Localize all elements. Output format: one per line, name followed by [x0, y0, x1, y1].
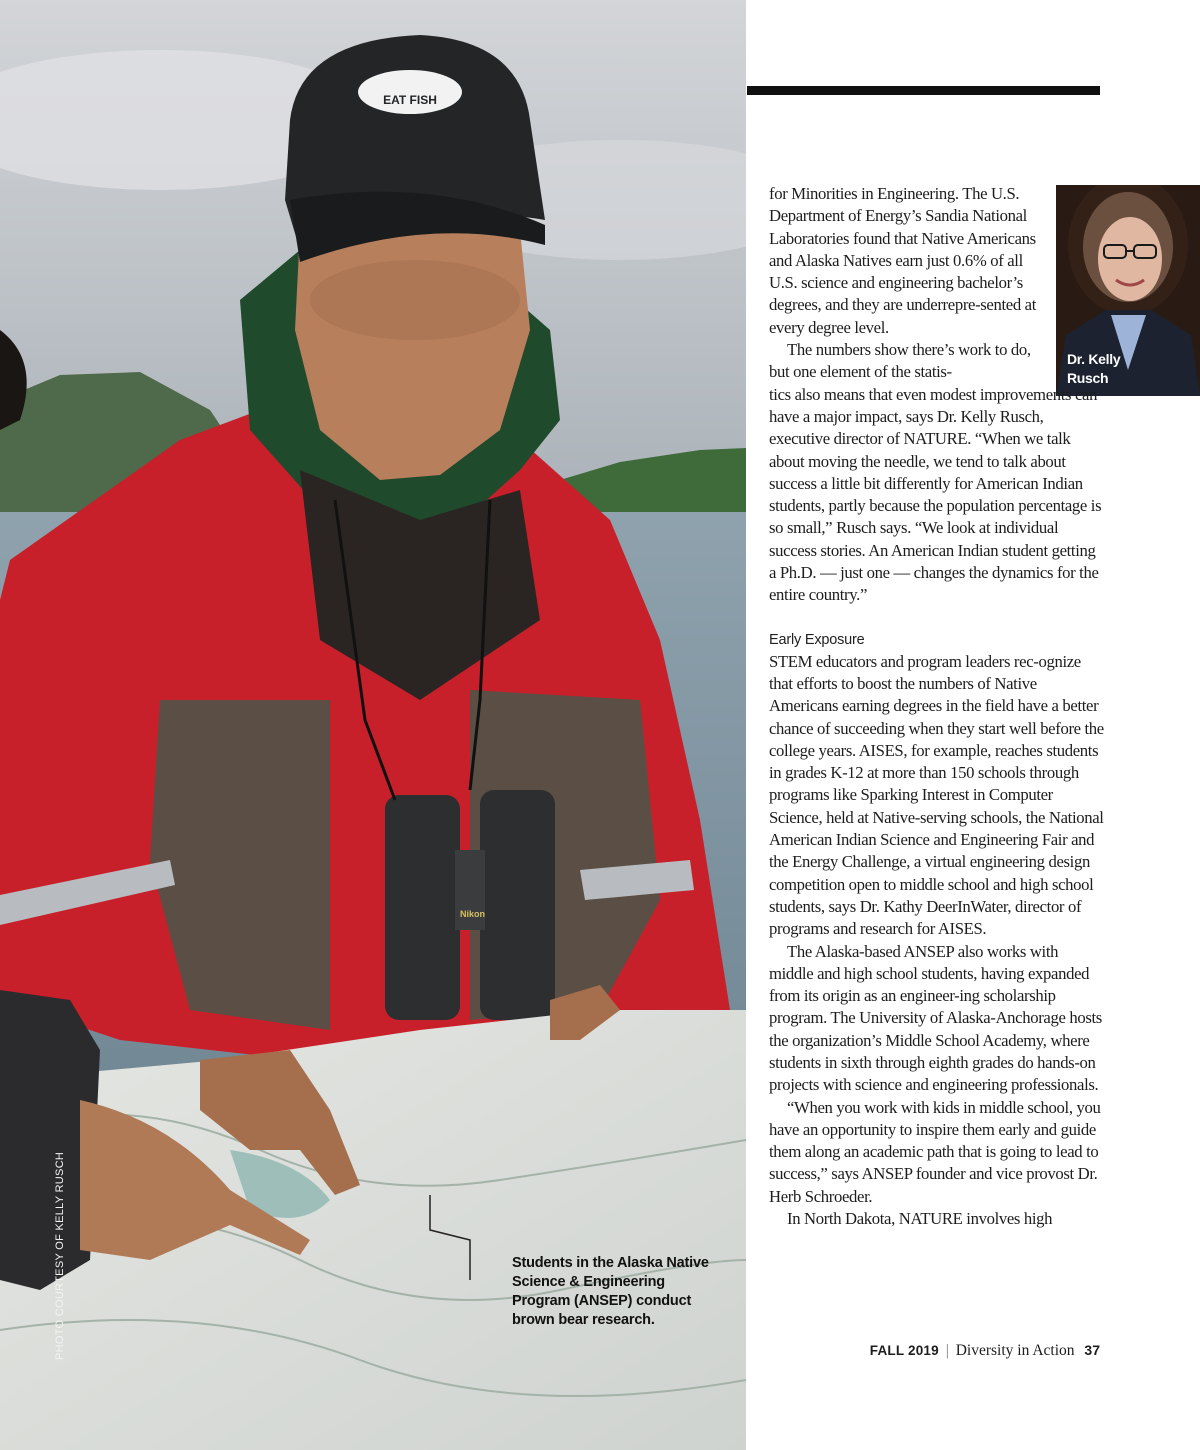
photo-caption: Students in the Alaska Native Science & Engineering Program (ANSEP) conduct brown bear research. [512, 1255, 709, 1328]
page-number: 37 [1084, 1342, 1100, 1358]
article-body [769, 183, 1104, 1230]
page-footer [870, 1342, 1100, 1360]
publication-name: Diversity in Action [955, 1342, 1075, 1359]
paragraph: The numbers show there’s work to do, but one element of the statis- [769, 340, 1031, 382]
binoculars [385, 795, 460, 1020]
section-subhead: Early Exposure [769, 631, 865, 648]
photo-credit: PHOTO COURTESY OF KELLY RUSCH [54, 1151, 66, 1360]
binocular-brand: Nikon [460, 909, 486, 919]
cap-logo [358, 70, 462, 114]
section-rule [747, 86, 1100, 95]
paragraph: In North Dakota, NATURE involves high [787, 1209, 1053, 1229]
paragraph: tics also means that even modest improvements can have a major impact, says Dr. Kelly Rusch, executive director of NATURE. “When we talk about moving the needle, we tend to talk about success a little bit differently for American Indian students, partly because the population percentage is so small,” Rusch says. “We look at individual success stories. An American Indian student getting a Ph.D. — just one — changes the dynamics for the entire country.” [769, 384, 1102, 605]
portrait-caption: Dr. Kelly Rusch [1067, 351, 1121, 386]
footer-separator: | [945, 1342, 949, 1359]
cap-logo-text: EAT FISH [383, 93, 437, 107]
issue-season: FALL 2019 [869, 1343, 939, 1358]
paragraph: STEM educators and program leaders rec-ognize that efforts to boost the numbers of Native Americans earning degrees in the field have a better chance of succeeding when they start well before the college years. AISES, for example, reaches students in grades K-12 at more than 150 schools through programs like Sparking Interest in Computer Science, held at Native-serving schools, the National American Indian Science and Engineering Fair and the Energy Challenge, a virtual engineering design competition open to middle school and high school students, says Dr. Kathy DeerInWater, director of programs and research for AISES. [769, 651, 1104, 939]
paragraph: for Minorities in Engineering. The U.S. Department of Energy’s Sandia National Laboratories found that Native Americans and Alaska Natives earn just 0.6% of all U.S. science and engineering bachelor’s degrees, and they are underrepre-sented at every degree level. [769, 184, 1036, 337]
paragraph: The Alaska-based ANSEP also works with middle and high school students, having expanded from its origin as an engineer-ing scholarship program. The University of Alaska-Anchorage hosts the organization’s Middle School Academy, where students in sixth through eighth grades do hands-on projects with science and engineering professionals. [769, 941, 1102, 1095]
portrait-face [1098, 217, 1162, 301]
paragraph: “When you work with kids in middle school, you have an opportunity to inspire them early and guide them along an academic path that is going to lead to success,” says ANSEP founder and vice provost Dr. Herb Schroeder. [769, 1097, 1101, 1206]
